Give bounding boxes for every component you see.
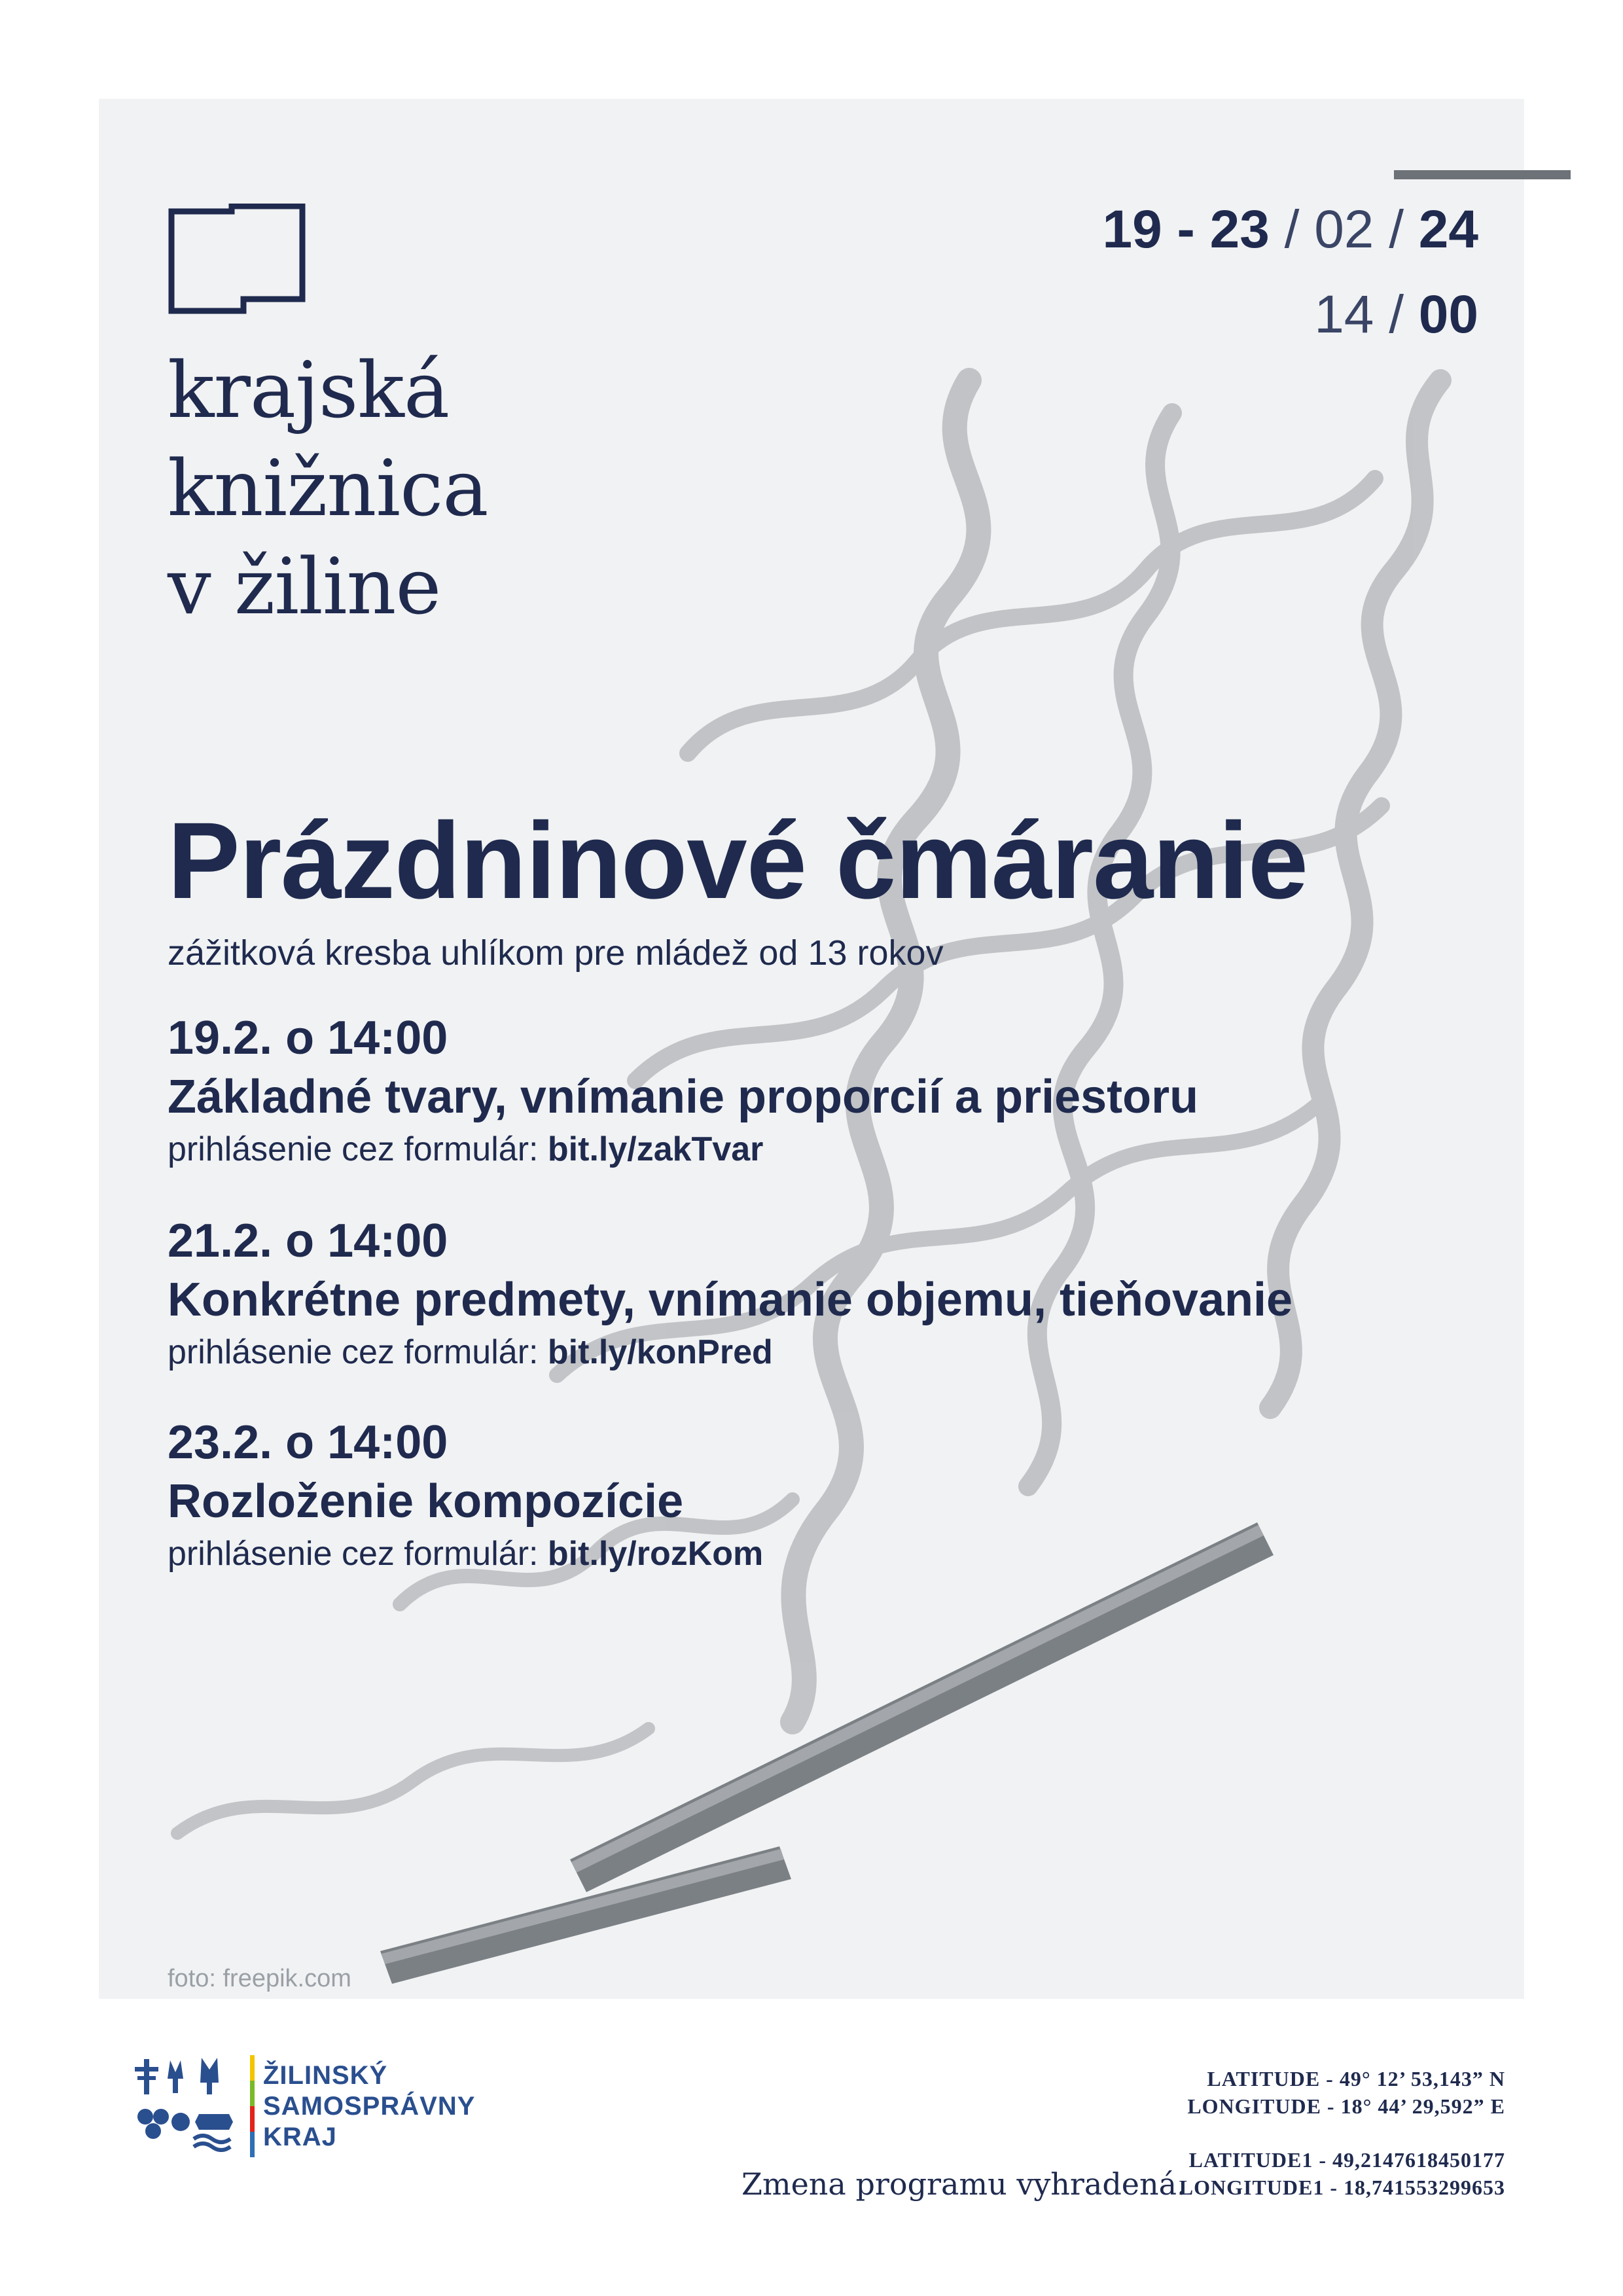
session-signup: [168, 1531, 763, 1577]
date-slash: /: [1374, 200, 1419, 259]
gps-coordinates: [1179, 2065, 1505, 2201]
signup-label: prihlásenie cez formulár:: [168, 1535, 548, 1573]
session-block: [168, 1009, 1198, 1172]
library-name: [168, 341, 488, 636]
date-year: 24: [1418, 200, 1478, 259]
program-change-notice: Zmena programu vyhradená.: [741, 2166, 1186, 2202]
library-name-line: krajská: [168, 345, 450, 435]
session-datetime: 21.2. o 14:00: [168, 1215, 448, 1267]
library-name-line: v žiline: [168, 541, 441, 632]
session-signup: [168, 1126, 1198, 1172]
region-name-line: SAMOSPRÁVNY: [263, 2092, 476, 2121]
session-topic: Základné tvary, vnímanie proporcií a priestoru: [168, 1071, 1199, 1123]
session-topic: Konkrétne predmety, vnímanie objemu, tieňovanie: [168, 1274, 1293, 1326]
longitude-decimal: LONGITUDE1 - 18,741553299653: [1179, 2176, 1505, 2199]
signup-link[interactable]: bit.ly/konPred: [547, 1333, 773, 1371]
signup-label: prihlásenie cez formulár:: [168, 1333, 548, 1371]
signup-link[interactable]: bit.ly/zakTvar: [547, 1130, 764, 1168]
longitude-dms: LONGITUDE - 18° 44’ 29,592” E: [1187, 2094, 1505, 2118]
latitude-decimal: LATITUDE1 - 49,2147618450177: [1188, 2148, 1505, 2172]
poster-panel: [99, 99, 1524, 1999]
session-block: [168, 1211, 1293, 1375]
session-topic: Rozloženie kompozície: [168, 1475, 684, 1528]
region-color-bar: [250, 2055, 255, 2157]
event-title: Prázdninové čmáranie: [168, 800, 1308, 922]
date-dash: -: [1162, 200, 1210, 259]
date-slash: /: [1269, 200, 1315, 259]
session-block: [168, 1413, 763, 1577]
region-name-line: KRAJ: [263, 2123, 337, 2151]
event-date: [1103, 197, 1478, 262]
library-name-line: knižnica: [168, 443, 488, 533]
event-date-block: [1103, 197, 1478, 348]
library-logo-icon: [168, 204, 306, 315]
date-day-to: 23: [1209, 200, 1270, 259]
scribble-stroke: [177, 1729, 649, 1833]
region-coat-of-arms-icon: [131, 2054, 242, 2152]
event-subtitle: zážitková kresba uhlíkom pre mládež od 13 rokov: [168, 933, 944, 973]
time-hour: 14: [1314, 285, 1374, 344]
scribble-stroke: [688, 478, 1375, 753]
date-divider-rule: [1394, 170, 1571, 179]
date-month: 02: [1314, 200, 1374, 259]
region-name: [263, 2060, 475, 2153]
date-day-from: 19: [1102, 200, 1162, 259]
signup-label: prihlásenie cez formulár:: [168, 1130, 548, 1168]
session-signup: [168, 1329, 1293, 1375]
event-time: [1103, 282, 1478, 348]
signup-link[interactable]: bit.ly/rozKom: [547, 1535, 764, 1573]
time-slash: /: [1374, 285, 1419, 344]
latitude-dms: LATITUDE - 49° 12’ 53,143” N: [1207, 2067, 1505, 2090]
time-minute: 00: [1418, 285, 1478, 344]
region-name-line: ŽILINSKÝ: [263, 2061, 388, 2090]
session-datetime: 23.2. o 14:00: [168, 1416, 448, 1469]
photo-credit: foto: freepik.com: [168, 1965, 351, 1992]
session-datetime: 19.2. o 14:00: [168, 1012, 448, 1064]
